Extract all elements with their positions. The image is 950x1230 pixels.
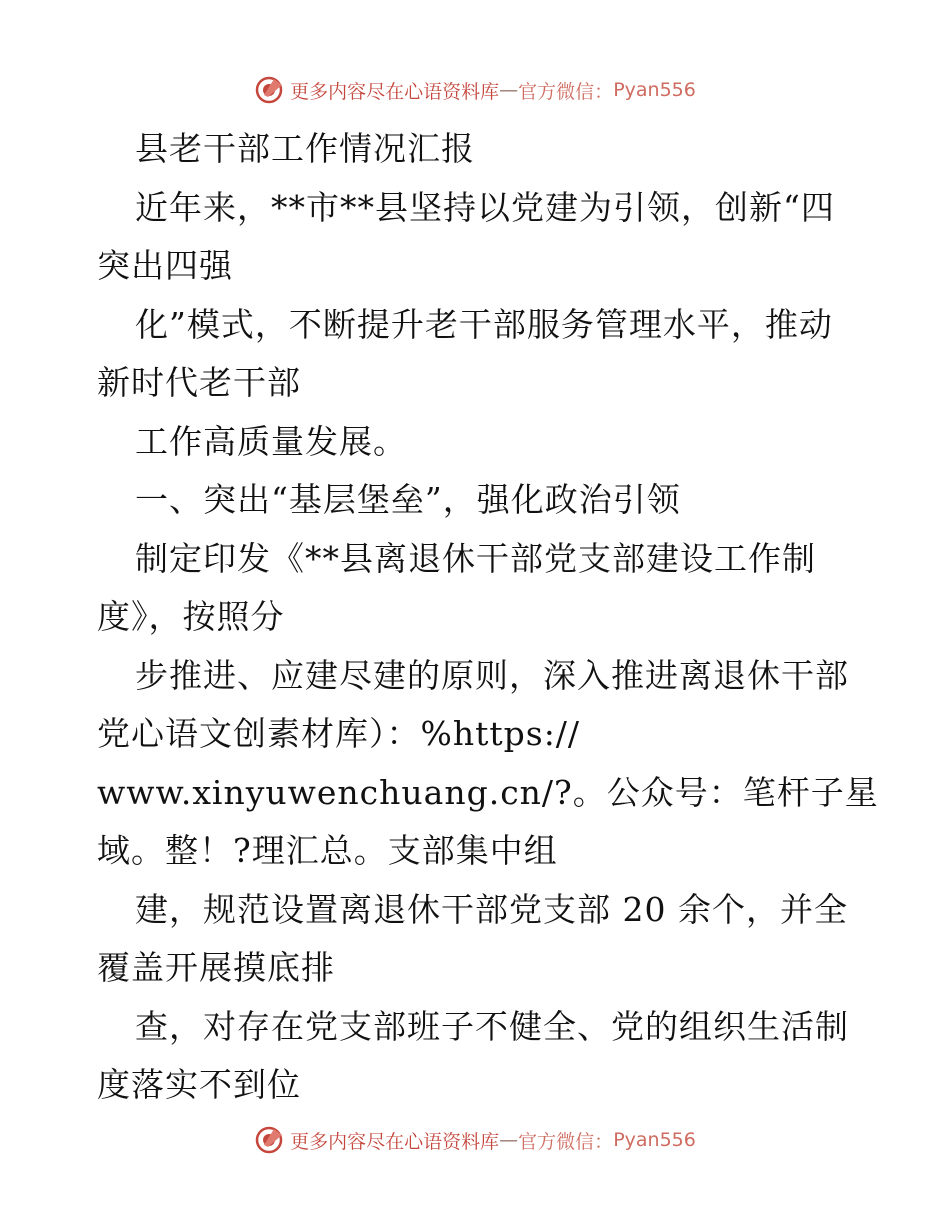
banner-wechat-label: 官方微信：: [518, 1130, 614, 1153]
stamp-logo-icon: [254, 1125, 284, 1155]
doc-line: 查，对存在党支部班子不健全、党的组织生活制: [135, 1006, 849, 1046]
footer-watermark-banner: [0, 1120, 950, 1160]
doc-line: 化”模式，不断提升老干部服务管理水平，推动: [135, 304, 833, 344]
doc-line: 制定印发《**县离退休干部党支部建设工作制: [135, 538, 816, 578]
doc-line: 建，规范设置离退休干部党支部 20 余个，并全: [135, 889, 848, 929]
banner-main-text: 更多内容尽在心语资料库: [290, 80, 500, 103]
doc-line: 域。整！?理汇总。支部集中组: [97, 831, 558, 870]
doc-line: 度》，按照分: [97, 597, 285, 636]
doc-line: 新时代老干部: [97, 363, 301, 402]
banner-separator: —: [499, 1129, 519, 1151]
doc-line: 工作高质量发展。: [135, 421, 407, 461]
doc-line: 步推进、应建尽建的原则，深入推进离退休干部: [135, 655, 849, 695]
banner-separator: —: [499, 79, 519, 101]
doc-title: 县老干部工作情况汇报: [135, 129, 475, 168]
banner-wechat-id: Pyan556: [613, 79, 696, 101]
doc-line: 近年来，**市**县坚持以党建为引领，创新“四: [135, 187, 835, 227]
banner-main-text: 更多内容尽在心语资料库: [290, 1130, 500, 1153]
doc-line: 突出四强: [97, 246, 233, 285]
doc-line: 覆盖开展摸底排: [97, 948, 335, 987]
banner-wechat-id: Pyan556: [613, 1129, 696, 1151]
document-body: [97, 120, 879, 1115]
banner-wechat-label: 官方微信：: [518, 80, 614, 103]
doc-line: 党心语文创素材库）：%https://: [97, 714, 581, 753]
header-watermark-banner: [0, 70, 950, 110]
doc-line: www.xinyuwenchuang.cn/?。公众号：笔杆子星: [97, 772, 879, 812]
doc-section-heading: 一、突出“基层堡垒”，强化政治引领: [135, 480, 681, 519]
doc-line: 度落实不到位: [97, 1065, 301, 1104]
stamp-logo-icon: [254, 75, 284, 105]
